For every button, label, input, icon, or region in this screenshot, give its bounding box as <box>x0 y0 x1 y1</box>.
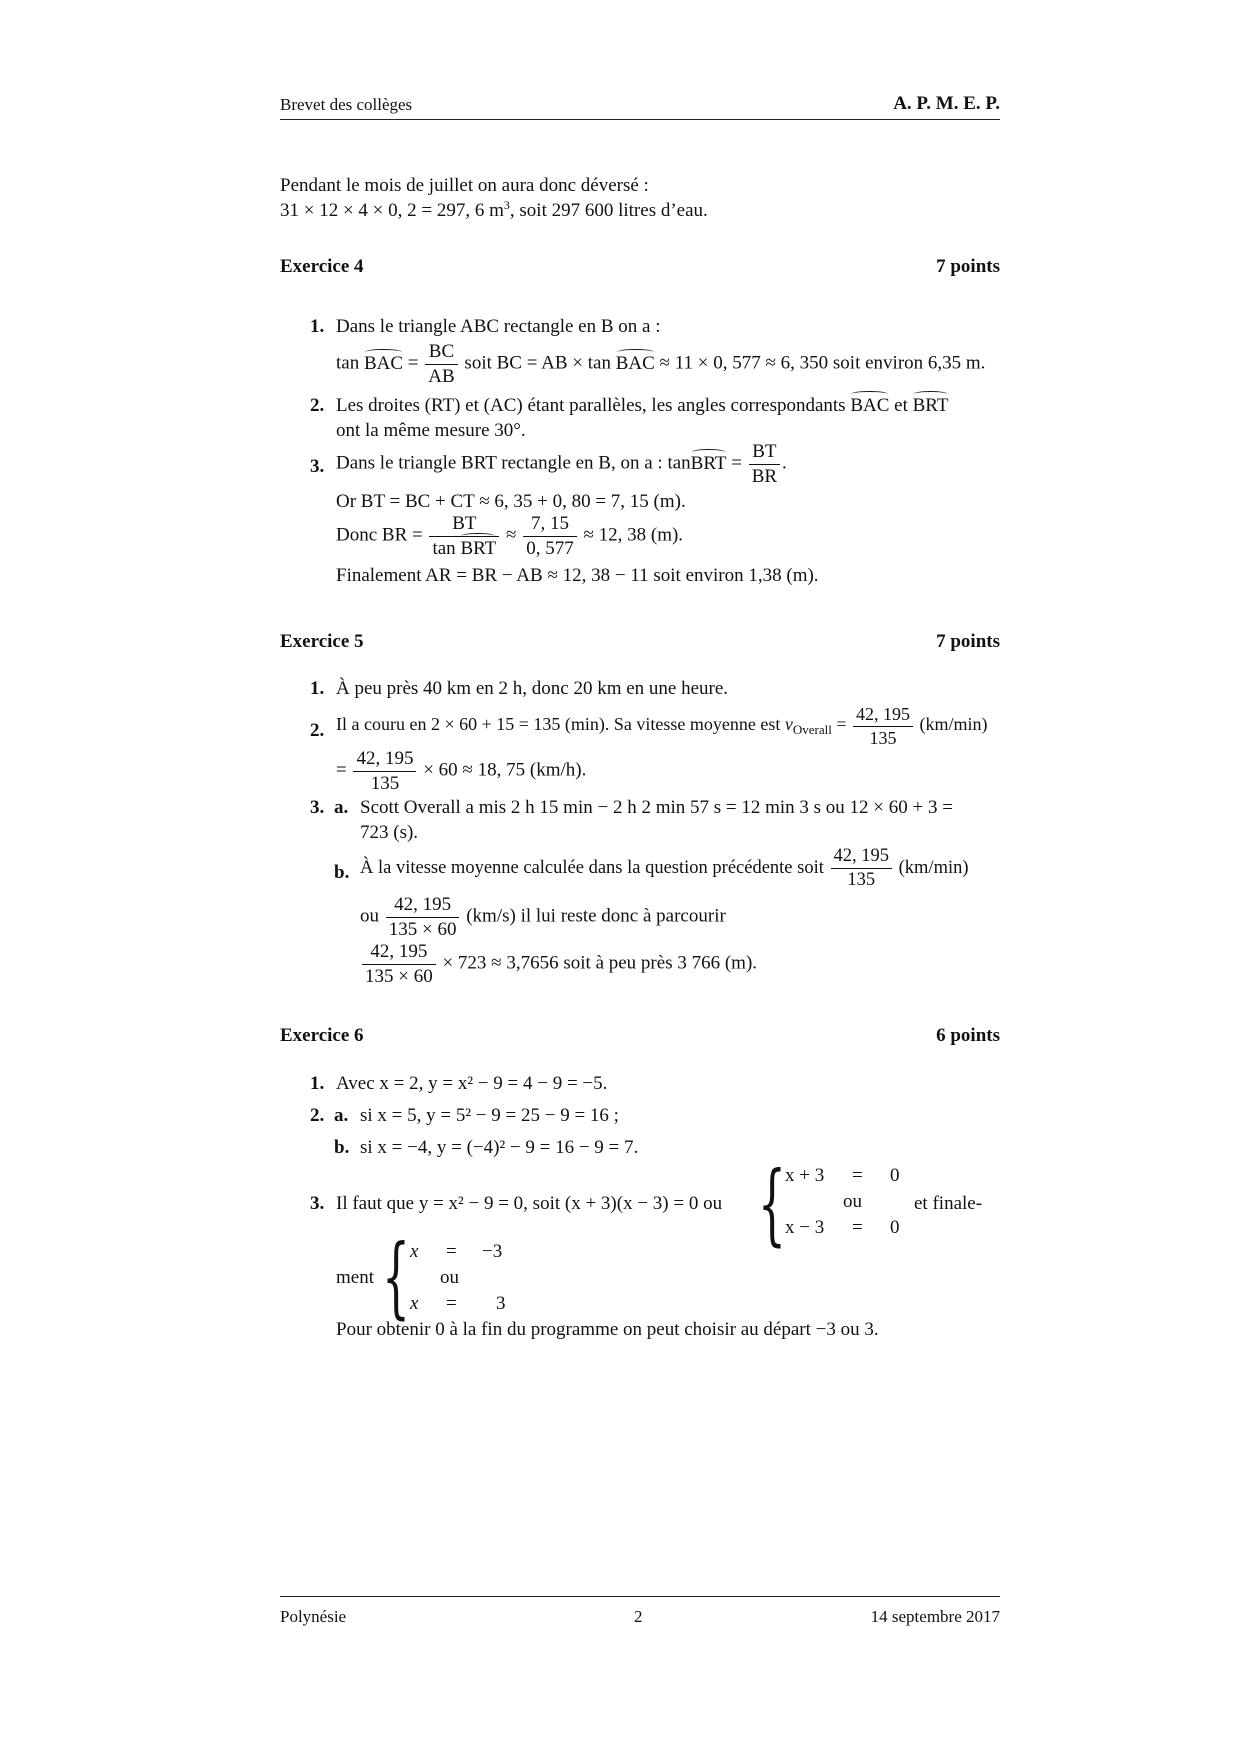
sol-ou: ou <box>440 1267 459 1288</box>
sol1-rhs: −3 <box>482 1241 503 1262</box>
ex5-q1-num: 1. <box>310 678 325 699</box>
ex4-q1-formula: tan BAC = $\frac{BC}{AB}$ soit BC = AB × tan BAC ≈ 11 × 0, 577 ≈ 6, 350 soit environ 6,35 m. <box>336 341 986 387</box>
ex6-q2b-label: b. <box>334 1137 350 1158</box>
ex5-title: Exercice 5 <box>280 631 364 652</box>
header-rule <box>280 119 1000 120</box>
sys1-row2-rhs: 0 <box>890 1217 900 1238</box>
sys1-row1-lhs: x + 3 <box>785 1165 825 1186</box>
ex4-title: Exercice 4 <box>280 256 364 277</box>
ex4-q2-text: Les droites (RT) et (AC) étant parallèles, les angles correspondants BAC et BRT <box>336 395 949 416</box>
sol2-lhs: x <box>410 1293 419 1314</box>
intro-line2: 31 × 12 × 4 × 0, 2 = 297, 6 $m^3$, soit 297 600 litres d’eau. <box>280 198 708 221</box>
ex6-points: 6 points <box>936 1025 1000 1046</box>
ex6-q3-ment: ment <box>336 1267 374 1288</box>
header-right: A. P. M. E. P. <box>893 93 1000 114</box>
sys1-row1-eq: = <box>852 1165 863 1186</box>
footer-page-number: 2 <box>634 1607 643 1626</box>
sys1-row2-eq: = <box>852 1217 863 1238</box>
ex6-q3-finale: et finale- <box>914 1193 983 1214</box>
ex4-q3-line4: Finalement AR = BR − AB ≈ 12, 38 − 11 soit environ 1,38 (m). <box>336 565 819 586</box>
ex4-q1-num: 1. <box>310 316 325 337</box>
ex6-q2a-label: a. <box>334 1105 349 1126</box>
ex4-q3-formula: Dans le triangle BRT rectangle en B, on a : tanBRT = $\frac{BT}{BR}$ . <box>336 441 787 487</box>
ex5-q2-formula: Il a couru en 2 × 60 + 15 = 135 (min). Sa vitesse moyenne est $v_{Overall}$ = $\frac{42, 195}{135}$ (km/min) <box>336 704 988 748</box>
ex6-q1-num: 1. <box>310 1073 325 1094</box>
ex5-q1-text: À peu près 40 km en 2 h, donc 20 km en une heure. <box>336 678 729 699</box>
header-left: Brevet des collèges <box>280 95 413 114</box>
ex6-q3-num: 3. <box>310 1193 325 1214</box>
sys1-row1-rhs: 0 <box>890 1165 900 1186</box>
sol2-eq: = <box>446 1293 457 1314</box>
sys1-row2-lhs: x − 3 <box>785 1217 825 1238</box>
ex4-q2-num: 2. <box>310 395 325 416</box>
ex5-q2-num: 2. <box>310 720 325 741</box>
ex5-q3b-label: b. <box>334 862 350 883</box>
intro-line1: Pendant le mois de juillet on aura donc déversé : <box>280 175 649 196</box>
sys1-ou: ou <box>843 1191 862 1212</box>
ex5-points: 7 points <box>936 631 1000 652</box>
footer-rule <box>280 1596 1000 1597</box>
sol1-eq: = <box>446 1241 457 1262</box>
ex5-q3b-formula: À la vitesse moyenne calculée dans la question précédente soit $\frac{42, 195}{135}$ (km/min) <box>360 846 969 891</box>
ex4-points: 7 points <box>936 256 1000 277</box>
ex4-q3-line3: Donc BR = $\frac{BT}{\text{tan BRT}}$ ≈ $\frac{7, 15}{0, 577}$ ≈ 12, 38 (m). <box>336 513 684 559</box>
ex4-q1-text: Dans le triangle ABC rectangle en B on a : <box>336 316 661 337</box>
ex4-q3-num: 3. <box>310 456 325 477</box>
ex6-q2a-text: si x = 5, y = 5² − 9 = 25 − 9 = 16 ; <box>360 1105 619 1126</box>
ex4-q2-text2: ont la même mesure 30°. <box>336 420 526 441</box>
ex5-q3a-text2: 723 (s). <box>360 822 419 843</box>
ex5-q2-line2: = $\frac{42, 195}{135}$ × 60 ≈ 18, 75 (km/h). <box>336 748 587 794</box>
system-brace-2: { <box>382 1225 410 1328</box>
ex6-q2b-text: si x = −4, y = (−4)² − 9 = 16 − 9 = 7. <box>360 1137 639 1158</box>
ex6-title: Exercice 6 <box>280 1025 364 1046</box>
footer-right: 14 septembre 2017 <box>870 1607 1000 1626</box>
sol1-lhs: x <box>410 1241 419 1262</box>
sol2-rhs: 3 <box>496 1293 506 1314</box>
ex4-q3-line2: Or BT = BC + CT ≈ 6, 35 + 0, 80 = 7, 15 (m). <box>336 491 686 512</box>
ex5-q3b-line2: ou $\frac{42, 195}{135 \times 60}$ (km/s) il lui reste donc à parcourir <box>360 894 726 940</box>
ex5-q3-num: 3. <box>310 797 325 818</box>
ex5-q3a-label: a. <box>334 797 349 818</box>
ex5-q3a-text: Scott Overall a mis 2 h 15 min − 2 h 2 min 57 s = 12 min 3 s ou 12 × 60 + 3 = <box>360 797 953 818</box>
ex6-q3-text: Il faut que y = x² − 9 = 0, soit (x + 3)(x − 3) = 0 ou <box>336 1193 723 1214</box>
ex6-q1-text: Avec x = 2, y = x² − 9 = 4 − 9 = −5. <box>336 1073 608 1094</box>
ex6-q3-conclusion: Pour obtenir 0 à la fin du programme on peut choisir au départ −3 ou 3. <box>336 1319 879 1340</box>
footer-left: Polynésie <box>280 1607 347 1626</box>
ex5-q3b-line3: $\frac{42, 195}{135 \times 60}$ × 723 ≈ 3,7656 soit à peu près 3 766 (m). <box>360 940 757 989</box>
system-brace-1: { <box>758 1152 786 1255</box>
ex6-q2-num: 2. <box>310 1105 325 1126</box>
